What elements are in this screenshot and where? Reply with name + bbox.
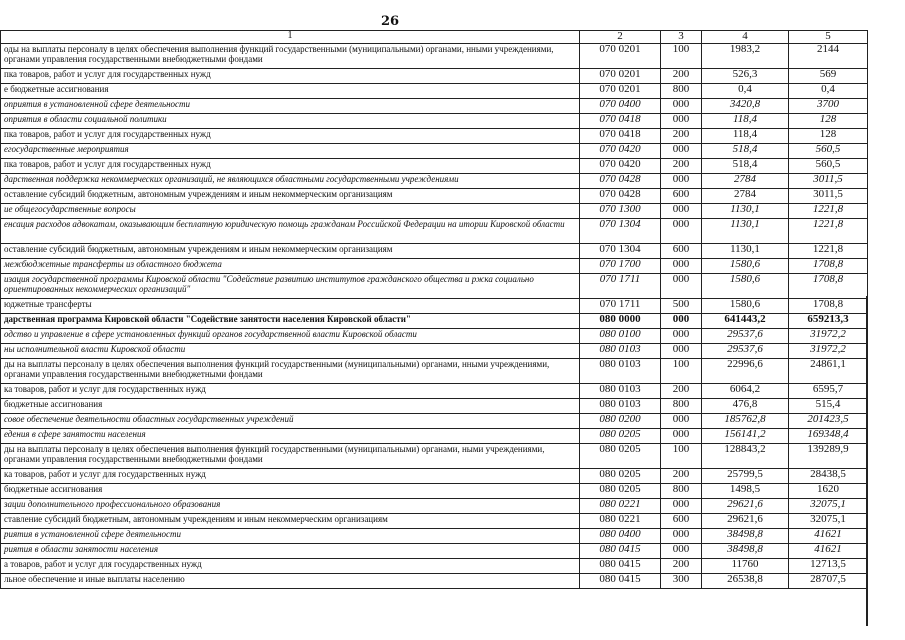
row-value-2016-cell: 1620 [789, 484, 868, 499]
row-name-cell: ды на выплаты персоналу в целях обеспечения выполнения функций государственными (муниципальными) органами, ными учреждениями, органами управления государственными внебюджетными фондами [1, 444, 580, 469]
row-kvr-cell: 000 [661, 314, 702, 329]
header-col-3: 3 [661, 31, 702, 44]
row-code-cell: 070 0428 [580, 189, 661, 204]
table-row [1, 574, 868, 589]
row-code-cell: 070 1304 [580, 219, 661, 244]
row-code-cell: 080 0205 [580, 469, 661, 484]
row-value-2016-cell: 659213,3 [789, 314, 868, 329]
row-code-cell: 070 0418 [580, 114, 661, 129]
table-row [1, 329, 868, 344]
row-value-2015-cell: 22996,6 [702, 359, 789, 384]
row-value-2015-cell: 26538,8 [702, 574, 789, 589]
row-code-cell: 080 0103 [580, 399, 661, 414]
row-code-cell: 080 0000 [580, 314, 661, 329]
row-code-cell: 080 0100 [580, 329, 661, 344]
row-value-2016-cell: 41621 [789, 544, 868, 559]
row-value-2016-cell: 169348,4 [789, 429, 868, 444]
table-row [1, 44, 868, 69]
row-value-2016-cell: 24861,1 [789, 359, 868, 384]
row-value-2015-cell: 476,8 [702, 399, 789, 414]
table-row [1, 469, 868, 484]
row-code-cell: 080 0205 [580, 484, 661, 499]
row-name-cell: пка товаров, работ и услуг для государственных нужд [1, 69, 580, 84]
table-row [1, 274, 868, 299]
row-value-2016-cell: 12713,5 [789, 559, 868, 574]
table-row [1, 189, 868, 204]
row-name-cell: дарственная поддержка некоммерческих организаций, не являющихся областными государственными учреждениями [1, 174, 580, 189]
row-name-cell: риятия в установленной сфере деятельности [1, 529, 580, 544]
row-value-2016-cell: 1221,8 [789, 204, 868, 219]
page-number: 26 [380, 14, 400, 29]
row-kvr-cell: 000 [661, 144, 702, 159]
row-value-2016-cell: 1708,8 [789, 299, 868, 314]
row-name-cell: бюджетные ассигнования [1, 484, 580, 499]
row-value-2016-cell: 32075,1 [789, 514, 868, 529]
row-kvr-cell: 200 [661, 69, 702, 84]
row-name-cell: а товаров, работ и услуг для государственных нужд [1, 559, 580, 574]
row-value-2016-cell: 28438,5 [789, 469, 868, 484]
row-code-cell: 080 0205 [580, 429, 661, 444]
table-row [1, 559, 868, 574]
row-code-cell: 080 0221 [580, 514, 661, 529]
table-row [1, 384, 868, 399]
table-row [1, 129, 868, 144]
row-name-cell: зации дополнительного профессионального образования [1, 499, 580, 514]
row-value-2015-cell: 1983,2 [702, 44, 789, 69]
row-name-cell: оставление субсидий бюджетным, автономным учреждениям и иным некоммерческим организациям [1, 244, 580, 259]
row-kvr-cell: 000 [661, 544, 702, 559]
row-value-2016-cell: 0,4 [789, 84, 868, 99]
row-value-2015-cell: 641443,2 [702, 314, 789, 329]
row-code-cell: 070 0400 [580, 99, 661, 114]
table-row [1, 344, 868, 359]
row-kvr-cell: 800 [661, 399, 702, 414]
row-name-cell: юджетные трансферты [1, 299, 580, 314]
row-kvr-cell: 000 [661, 274, 702, 299]
row-value-2016-cell: 201423,5 [789, 414, 868, 429]
row-code-cell: 080 0415 [580, 574, 661, 589]
row-value-2016-cell: 560,5 [789, 144, 868, 159]
row-kvr-cell: 100 [661, 359, 702, 384]
row-kvr-cell: 600 [661, 514, 702, 529]
row-code-cell: 080 0415 [580, 559, 661, 574]
row-value-2016-cell: 3700 [789, 99, 868, 114]
table-row [1, 444, 868, 469]
row-kvr-cell: 000 [661, 529, 702, 544]
row-kvr-cell: 200 [661, 559, 702, 574]
row-value-2016-cell: 1221,8 [789, 219, 868, 244]
table-header-row [1, 31, 868, 44]
row-code-cell: 070 0420 [580, 159, 661, 174]
row-name-cell: оставление субсидий бюджетным, автономным учреждениям и иным некоммерческим организациям [1, 189, 580, 204]
row-kvr-cell: 600 [661, 244, 702, 259]
row-value-2015-cell: 1498,5 [702, 484, 789, 499]
row-name-cell: дарственная программа Кировской области "Содействие занятости населения Кировской области" [1, 314, 580, 329]
table-row [1, 429, 868, 444]
row-value-2016-cell: 6595,7 [789, 384, 868, 399]
header-col-2: 2 [580, 31, 661, 44]
row-kvr-cell: 000 [661, 219, 702, 244]
row-kvr-cell: 000 [661, 344, 702, 359]
row-value-2015-cell: 1580,6 [702, 259, 789, 274]
row-code-cell: 080 0103 [580, 359, 661, 384]
row-value-2015-cell: 29537,6 [702, 344, 789, 359]
row-code-cell: 070 0201 [580, 69, 661, 84]
header-col-5: 5 [789, 31, 868, 44]
table-row [1, 399, 868, 414]
row-value-2016-cell: 31972,2 [789, 329, 868, 344]
table-row [1, 544, 868, 559]
row-value-2016-cell: 560,5 [789, 159, 868, 174]
row-name-cell: пка товаров, работ и услуг для государственных нужд [1, 159, 580, 174]
row-kvr-cell: 000 [661, 259, 702, 274]
row-value-2016-cell: 41621 [789, 529, 868, 544]
row-value-2015-cell: 29621,6 [702, 514, 789, 529]
row-value-2015-cell: 38498,8 [702, 544, 789, 559]
row-name-cell: одство и управление в сфере установленных функций органов государственной власти Кировской области [1, 329, 580, 344]
row-kvr-cell: 300 [661, 574, 702, 589]
row-name-cell: ды на выплаты персоналу в целях обеспечения выполнения функций государственными (муниципальными) органами, нными учреждениями, органами управления государственными внебюджетными фондами [1, 359, 580, 384]
table-row [1, 314, 868, 329]
row-code-cell: 080 0221 [580, 499, 661, 514]
table-row [1, 529, 868, 544]
table-row [1, 174, 868, 189]
row-code-cell: 070 0201 [580, 44, 661, 69]
row-value-2015-cell: 1130,1 [702, 204, 789, 219]
row-value-2015-cell: 3420,8 [702, 99, 789, 114]
row-value-2016-cell: 139289,9 [789, 444, 868, 469]
row-kvr-cell: 800 [661, 84, 702, 99]
row-name-cell: едения в сфере занятости населения [1, 429, 580, 444]
table-row [1, 99, 868, 114]
row-value-2015-cell: 2784 [702, 189, 789, 204]
row-name-cell: льное обеспечение и иные выплаты населению [1, 574, 580, 589]
row-name-cell: е бюджетные ассигнования [1, 84, 580, 99]
row-code-cell: 070 0420 [580, 144, 661, 159]
row-kvr-cell: 000 [661, 114, 702, 129]
row-kvr-cell: 200 [661, 129, 702, 144]
row-value-2016-cell: 515,4 [789, 399, 868, 414]
row-code-cell: 070 1711 [580, 299, 661, 314]
row-value-2015-cell: 29537,6 [702, 329, 789, 344]
row-kvr-cell: 100 [661, 44, 702, 69]
row-code-cell: 070 1304 [580, 244, 661, 259]
row-value-2016-cell: 1221,8 [789, 244, 868, 259]
row-value-2016-cell: 1708,8 [789, 259, 868, 274]
row-name-cell: бюджетные ассигнования [1, 399, 580, 414]
row-value-2016-cell: 2144 [789, 44, 868, 69]
row-value-2015-cell: 2784 [702, 174, 789, 189]
row-value-2015-cell: 518,4 [702, 144, 789, 159]
table-row [1, 499, 868, 514]
row-code-cell: 070 0201 [580, 84, 661, 99]
row-name-cell: енсация расходов адвокатам, оказывающим бесплатную юридическую помощь гражданам Российской Федерации на итории Кировской области [1, 219, 580, 244]
row-value-2015-cell: 6064,2 [702, 384, 789, 399]
row-name-cell: егосударственные мероприятия [1, 144, 580, 159]
row-name-cell: изация государственной программы Кировской области "Содействие развитию институтов гражданского общества и ржка социально ориентированных некоммерческих организаций" [1, 274, 580, 299]
row-name-cell: оприятия в установленной сфере деятельности [1, 99, 580, 114]
row-value-2016-cell: 31972,2 [789, 344, 868, 359]
row-name-cell: ие общегосударственные вопросы [1, 204, 580, 219]
header-col-1: 1 [1, 31, 580, 44]
row-value-2015-cell: 128843,2 [702, 444, 789, 469]
row-value-2016-cell: 128 [789, 129, 868, 144]
row-value-2015-cell: 29621,6 [702, 499, 789, 514]
table-row [1, 204, 868, 219]
table-body [1, 44, 868, 589]
row-value-2016-cell: 1708,8 [789, 274, 868, 299]
row-name-cell: пка товаров, работ и услуг для государственных нужд [1, 129, 580, 144]
row-name-cell: ны исполнительной власти Кировской области [1, 344, 580, 359]
margin-line [866, 296, 868, 626]
row-name-cell: ка товаров, работ и услуг для государственных нужд [1, 384, 580, 399]
row-name-cell: ставление субсидий бюджетным, автономным учреждениям и иным некоммерческим организациям [1, 514, 580, 529]
row-value-2015-cell: 118,4 [702, 114, 789, 129]
row-value-2015-cell: 1130,1 [702, 219, 789, 244]
table-row [1, 259, 868, 274]
row-name-cell: оприятия в области социальной политики [1, 114, 580, 129]
table-row [1, 299, 868, 314]
row-value-2016-cell: 28707,5 [789, 574, 868, 589]
row-value-2015-cell: 38498,8 [702, 529, 789, 544]
header-col-4: 4 [702, 31, 789, 44]
row-kvr-cell: 000 [661, 329, 702, 344]
row-code-cell: 080 0415 [580, 544, 661, 559]
row-name-cell: риятия в области занятости населения [1, 544, 580, 559]
row-kvr-cell: 000 [661, 204, 702, 219]
row-value-2015-cell: 518,4 [702, 159, 789, 174]
row-kvr-cell: 000 [661, 174, 702, 189]
row-code-cell: 080 0103 [580, 344, 661, 359]
row-value-2016-cell: 32075,1 [789, 499, 868, 514]
row-code-cell: 080 0400 [580, 529, 661, 544]
row-value-2015-cell: 1580,6 [702, 299, 789, 314]
table-row [1, 144, 868, 159]
row-name-cell: оды на выплаты персоналу в целях обеспечения выполнения функций государственными (муниципальными) органами, нными учреждениями, органами управления государственными внебюджетными фондами [1, 44, 580, 69]
row-name-cell: межбюджетные трансферты из областного бюджета [1, 259, 580, 274]
row-kvr-cell: 000 [661, 414, 702, 429]
budget-table [0, 30, 868, 589]
row-kvr-cell: 500 [661, 299, 702, 314]
row-value-2015-cell: 526,3 [702, 69, 789, 84]
row-value-2016-cell: 569 [789, 69, 868, 84]
row-code-cell: 070 1700 [580, 259, 661, 274]
table-row [1, 514, 868, 529]
row-kvr-cell: 100 [661, 444, 702, 469]
table-row [1, 359, 868, 384]
row-value-2015-cell: 11760 [702, 559, 789, 574]
row-name-cell: совое обеспечение деятельности областных государственных учреждений [1, 414, 580, 429]
row-value-2015-cell: 25799,5 [702, 469, 789, 484]
row-kvr-cell: 200 [661, 159, 702, 174]
row-code-cell: 080 0200 [580, 414, 661, 429]
table-row [1, 84, 868, 99]
row-code-cell: 070 0428 [580, 174, 661, 189]
table-row [1, 414, 868, 429]
row-kvr-cell: 000 [661, 499, 702, 514]
row-value-2016-cell: 3011,5 [789, 174, 868, 189]
row-kvr-cell: 000 [661, 99, 702, 114]
row-code-cell: 080 0205 [580, 444, 661, 469]
row-kvr-cell: 200 [661, 469, 702, 484]
table-row [1, 69, 868, 84]
row-value-2015-cell: 1130,1 [702, 244, 789, 259]
row-kvr-cell: 200 [661, 384, 702, 399]
row-value-2015-cell: 118,4 [702, 129, 789, 144]
row-value-2015-cell: 0,4 [702, 84, 789, 99]
row-code-cell: 070 0418 [580, 129, 661, 144]
row-code-cell: 070 1711 [580, 274, 661, 299]
table-row [1, 219, 868, 244]
table-row [1, 114, 868, 129]
row-code-cell: 070 1300 [580, 204, 661, 219]
row-code-cell: 080 0103 [580, 384, 661, 399]
row-value-2016-cell: 128 [789, 114, 868, 129]
table-row [1, 159, 868, 174]
table-row [1, 244, 868, 259]
row-name-cell: ка товаров, работ и услуг для государственных нужд [1, 469, 580, 484]
row-value-2015-cell: 185762,8 [702, 414, 789, 429]
row-kvr-cell: 600 [661, 189, 702, 204]
row-kvr-cell: 800 [661, 484, 702, 499]
row-value-2015-cell: 1580,6 [702, 274, 789, 299]
table-row [1, 484, 868, 499]
row-kvr-cell: 000 [661, 429, 702, 444]
row-value-2016-cell: 3011,5 [789, 189, 868, 204]
row-value-2015-cell: 156141,2 [702, 429, 789, 444]
